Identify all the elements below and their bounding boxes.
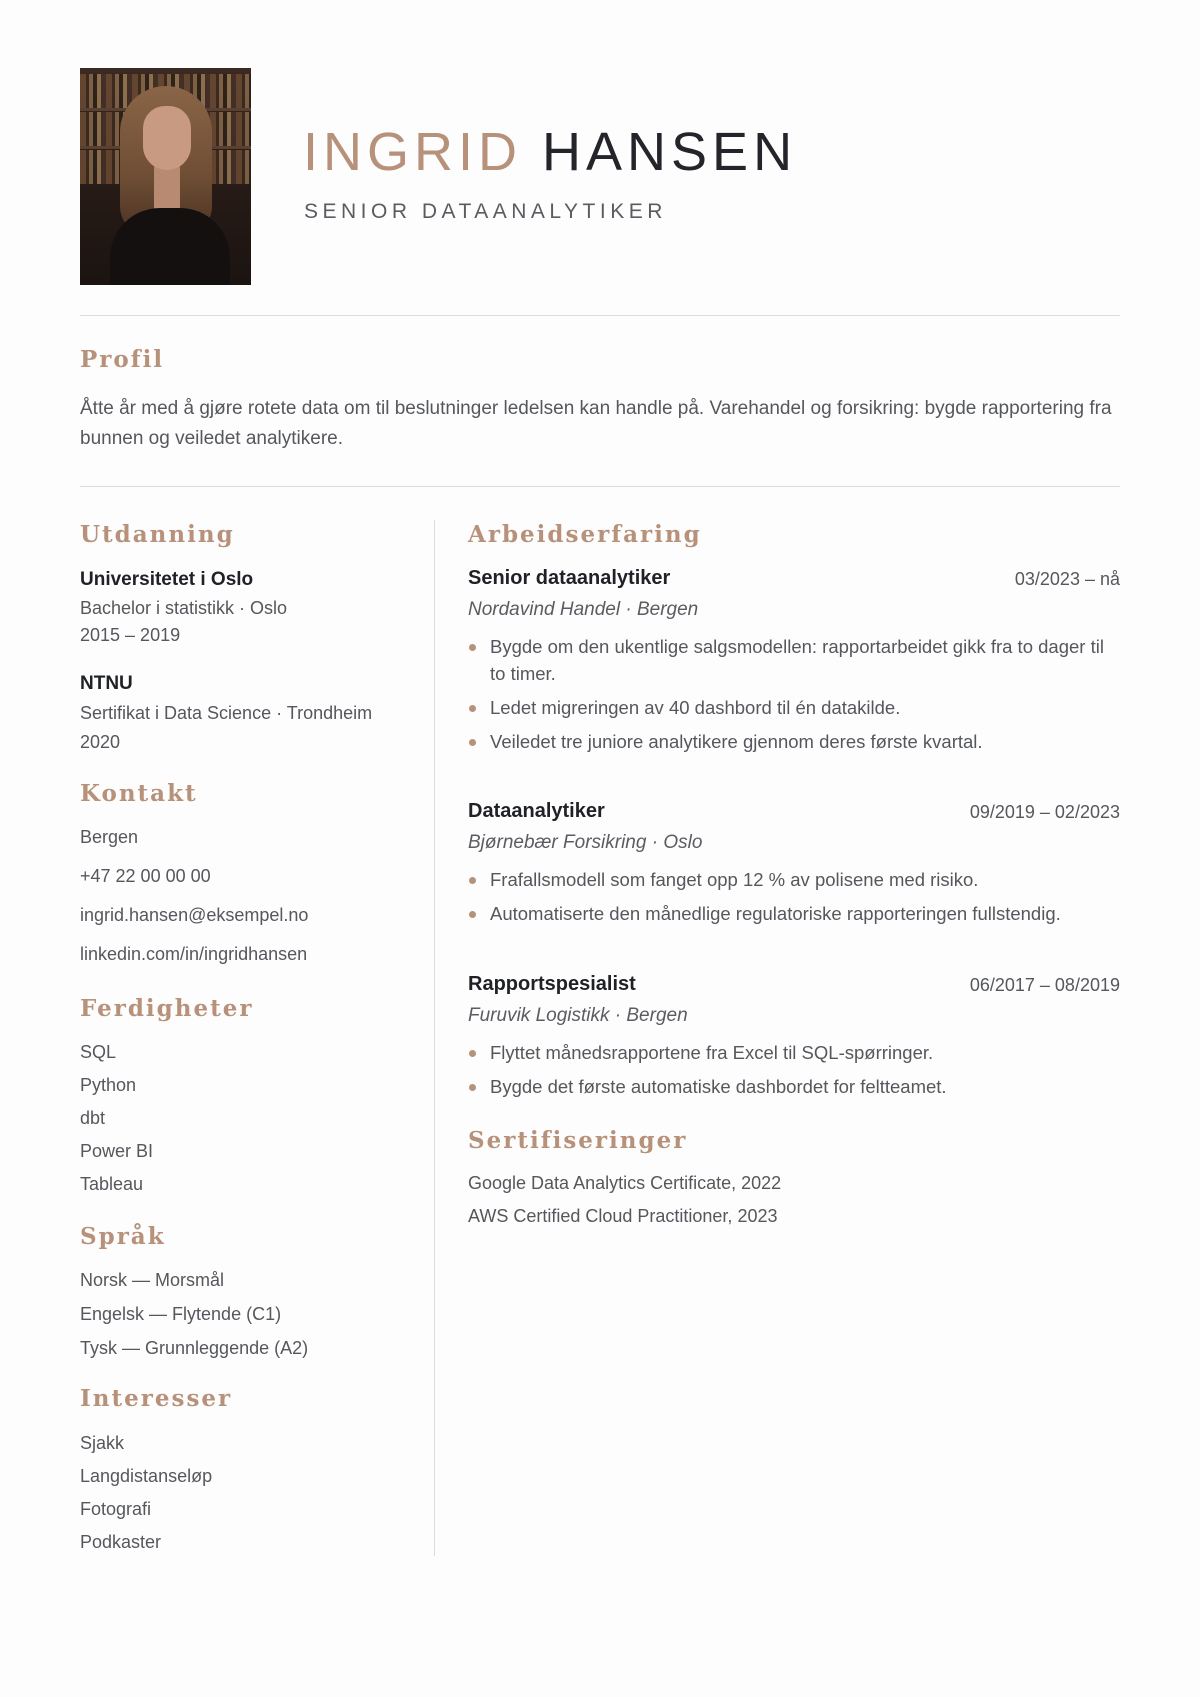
job-bullet: Flyttet månedsrapportene fra Excel til SQL-spørringer. [468, 1039, 1120, 1066]
skill-item: Tableau [80, 1174, 144, 1194]
bullet-dot-icon [469, 1084, 476, 1091]
contact-linkedin[interactable]: linkedin.com/in/ingridhansen [80, 944, 308, 964]
job-company: Bjørnebær Forsikring · Oslo [468, 832, 703, 853]
bullet-dot-icon [469, 705, 476, 712]
bullet-dot-icon [469, 911, 476, 918]
job-company: Furuvik Logistikk · Bergen [468, 1005, 688, 1026]
job-dates: 09/2019 – 02/2023 [969, 802, 1120, 822]
education-item [80, 671, 410, 757]
divider [80, 315, 1120, 316]
interest-item: Podkaster [80, 1532, 162, 1552]
school-name: Universitetet i Oslo [80, 569, 254, 590]
skill-item: dbt [80, 1108, 106, 1128]
job-bullet: Veiledet tre juniore analytikere gjennom deres første kvartal. [468, 728, 1120, 755]
job-company: Nordavind Handel · Bergen [468, 599, 699, 620]
certification-item: Google Data Analytics Certificate, 2022 [468, 1173, 782, 1193]
bullet-dot-icon [469, 644, 476, 651]
contact-list [80, 824, 410, 980]
years: 2020 [80, 732, 121, 752]
interest-item: Langdistanseløp [80, 1466, 213, 1486]
bullet-dot-icon [469, 1050, 476, 1057]
certification-item: AWS Certified Cloud Practitioner, 2023 [468, 1206, 778, 1226]
language-item: Tysk — Grunnleggende (A2) [80, 1338, 309, 1358]
job-bullet: Automatiserte den månedlige regulatoriske rapporteringen fullstendig. [468, 900, 1120, 927]
skill-item: SQL [80, 1042, 117, 1062]
school-name: NTNU [80, 673, 133, 694]
interest-item: Fotografi [80, 1499, 152, 1519]
language-item: Norsk — Morsmål [80, 1270, 225, 1290]
bullet-dot-icon [469, 877, 476, 884]
degree: Bachelor i statistikk · Oslo [80, 598, 288, 618]
interest-item: Sjakk [80, 1433, 125, 1453]
job-bullet: Bygde det første automatiske dashbordet for feltteamet. [468, 1073, 1120, 1100]
certifications-heading: Sertifiseringer [468, 1127, 688, 1154]
skills-heading: Ferdigheter [80, 995, 254, 1022]
job-bullet: Ledet migreringen av 40 dashbord til én datakilde. [468, 694, 1120, 721]
job-dates: 06/2017 – 08/2019 [969, 975, 1120, 995]
experience-heading: Arbeidserfaring [468, 521, 702, 548]
last-name: HANSEN [542, 122, 798, 182]
languages-list [80, 1267, 410, 1369]
contact-email[interactable]: ingrid.hansen@eksempel.no [80, 905, 309, 925]
job-entry [468, 973, 1120, 1107]
job-entry [468, 567, 1120, 762]
bullet-dot-icon [469, 739, 476, 746]
interests-list [80, 1430, 410, 1562]
job-role: Rapportspesialist [468, 973, 636, 995]
job-role: Dataanalytiker [468, 800, 605, 822]
job-bullets [468, 1039, 1120, 1100]
job-bullet: Bygde om den ukentlige salgsmodellen: rapportarbeidet gikk fra to dager til to timer. [468, 633, 1120, 687]
column-divider [434, 520, 435, 1556]
skill-item: Python [80, 1075, 137, 1095]
contact-location: Bergen [80, 827, 139, 847]
degree: Sertifikat i Data Science · Trondheim [80, 703, 373, 723]
divider [80, 486, 1120, 487]
skills-list [80, 1039, 410, 1204]
skill-item: Power BI [80, 1141, 154, 1161]
languages-heading: Språk [80, 1223, 166, 1250]
interests-heading: Interesser [80, 1385, 233, 1412]
years: 2015 – 2019 [80, 625, 181, 645]
education-item [80, 567, 410, 649]
job-entry [468, 800, 1120, 934]
job-title: SENIOR DATAANALYTIKER [304, 200, 667, 223]
candidate-name [303, 120, 797, 184]
job-bullets [468, 633, 1120, 755]
job-role: Senior dataanalytiker [468, 567, 671, 589]
job-dates: 03/2023 – nå [1014, 569, 1120, 589]
contact-heading: Kontakt [80, 780, 198, 807]
profile-photo [80, 68, 251, 285]
certifications-list [468, 1170, 781, 1236]
job-bullets [468, 866, 1120, 927]
job-bullet: Frafallsmodell som fanget opp 12 % av polisene med risiko. [468, 866, 1120, 893]
contact-phone[interactable]: +47 22 00 00 00 [80, 866, 211, 886]
profile-text: Åtte år med å gjøre rotete data om til beslutninger ledelsen kan handle på. Varehandel og forsikring: bygde rapportering fra bunnen og veiledet analytikere. [80, 398, 1112, 449]
profile-heading: Profil [80, 346, 165, 373]
first-name: INGRID [303, 122, 522, 182]
education-heading: Utdanning [80, 521, 235, 548]
language-item: Engelsk — Flytende (C1) [80, 1304, 282, 1324]
